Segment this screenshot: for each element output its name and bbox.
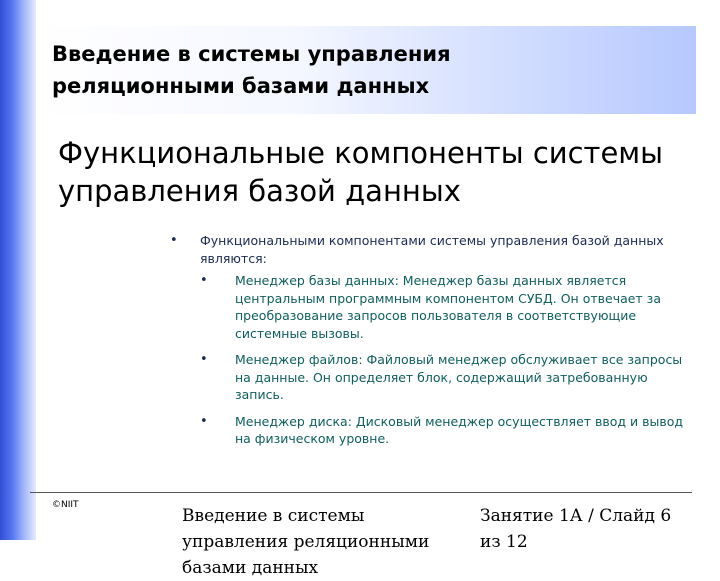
footer-slide-number: Занятие 1А / Слайд 6 из 12: [480, 506, 672, 552]
bullet-icon: •: [200, 273, 208, 288]
slide-content: [160, 232, 690, 457]
sub-bullet-database-manager: [160, 272, 690, 342]
sub-bullet-text: Менеджер диска: Дисковый менеджер осуществляет ввод и вывод на физическом уровне.: [235, 413, 683, 446]
copyright-notice: ©NIIT: [52, 500, 79, 510]
course-title: Введение в системы управления реляционными базами данных: [52, 42, 451, 98]
main-bullet-text: Функциональными компонентами системы управления базой данных являются:: [200, 233, 664, 266]
footer-course-title: Введение в системы управления реляционными базами данных: [182, 506, 430, 578]
footer-divider: [30, 492, 692, 493]
sub-bullet-list: [160, 272, 690, 448]
main-bullet: [160, 232, 690, 268]
slide-heading: Функциональные компоненты системы управления базой данных: [58, 136, 664, 208]
sub-bullet-text: Менеджер файлов: Файловый менеджер обслуживает все запросы на данные. Он определяет блок, содержащий затребованную запись.: [235, 352, 683, 402]
sub-bullet-file-manager: [160, 351, 690, 404]
sub-bullet-text: Менеджер базы данных: Менеджер базы данных является центральным программным компонентом СУБД. Он отвечает за преобразование запросов пользователя в соответствующие системные вызовы.: [235, 273, 661, 341]
bullet-icon: •: [170, 233, 178, 248]
bullet-icon: •: [200, 352, 208, 367]
bullet-icon: •: [200, 413, 208, 429]
left-accent-bar: [0, 0, 36, 540]
sub-bullet-disk-manager: [160, 413, 690, 448]
